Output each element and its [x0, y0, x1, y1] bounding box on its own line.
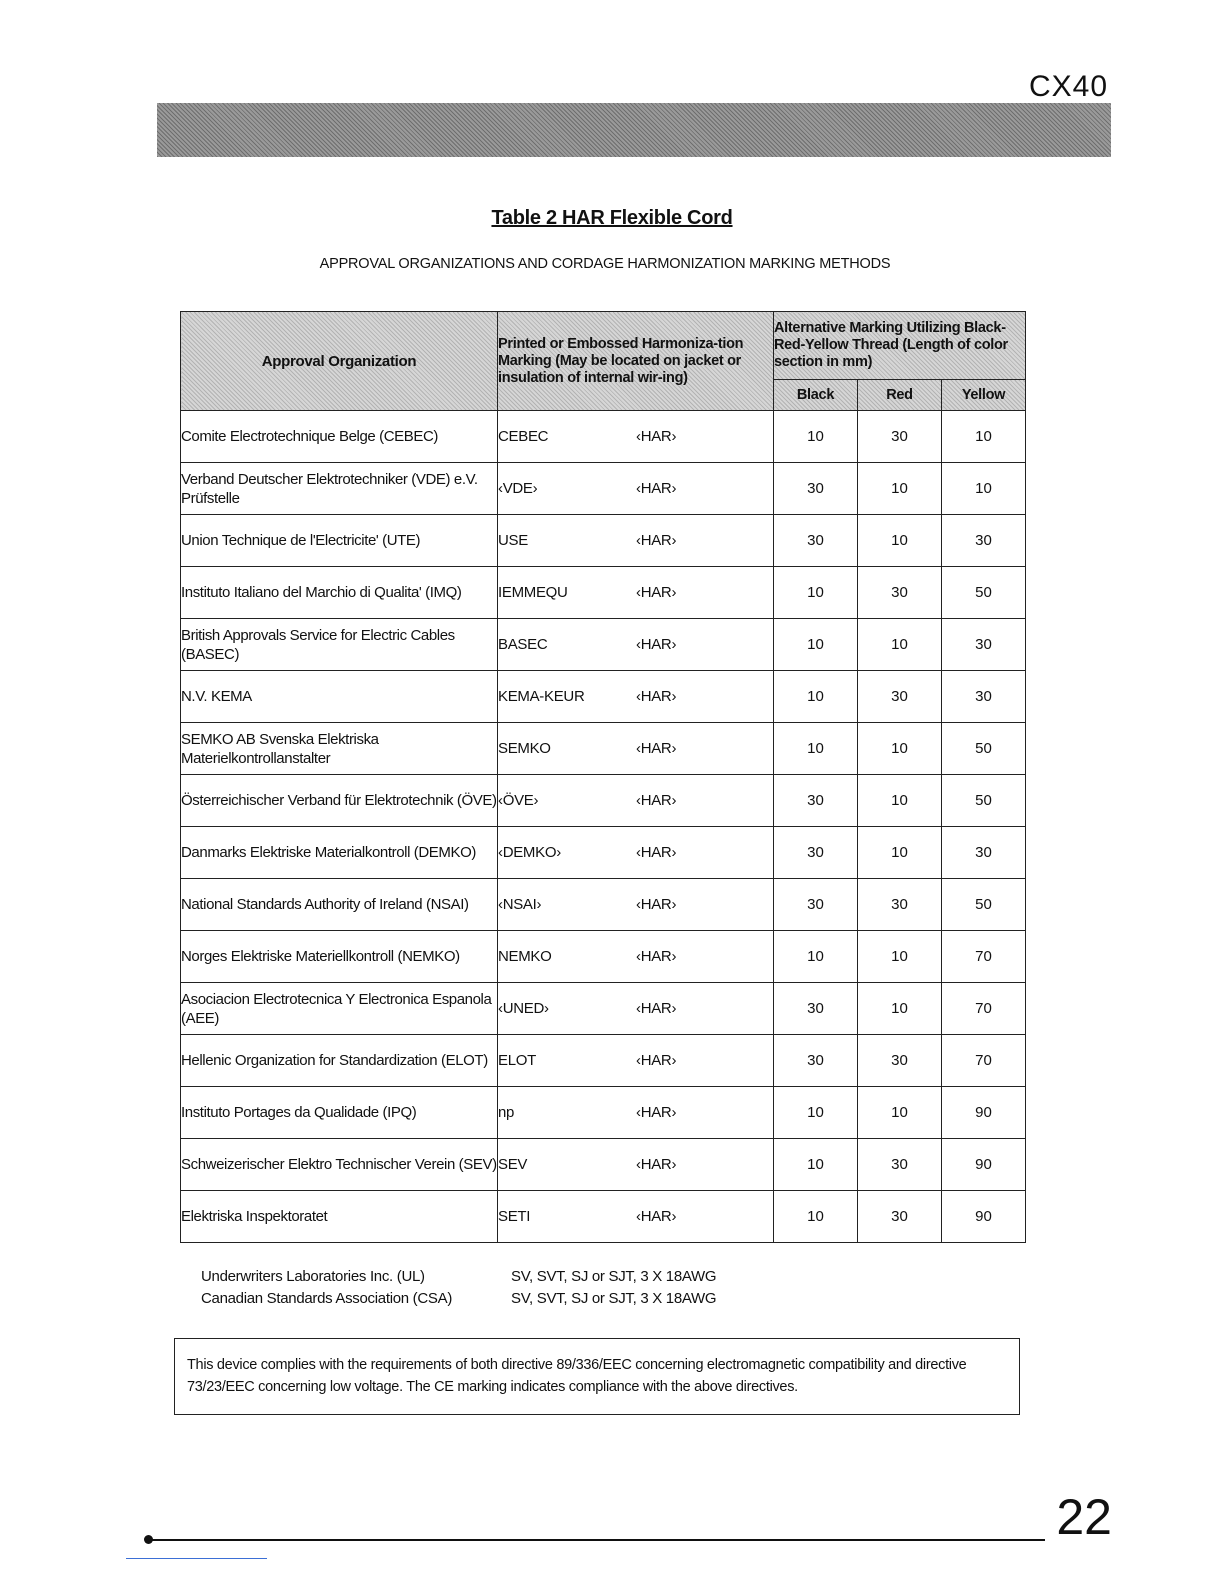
marking-code: SEMKO	[498, 740, 551, 757]
marking-cell	[498, 567, 774, 619]
black-length-cell: 10	[774, 1087, 858, 1139]
marking-cell	[498, 1191, 774, 1243]
red-length-cell: 30	[858, 1191, 942, 1243]
bottom-link-line	[126, 1558, 267, 1559]
table-title: Table 2 HAR Flexible Cord	[491, 207, 733, 229]
marking-code: np	[498, 1104, 515, 1121]
black-length-cell: 30	[774, 827, 858, 879]
marking-code: IEMMEQU	[498, 584, 568, 601]
yellow-length-cell: 30	[942, 671, 1026, 723]
marking-code: USE	[498, 532, 528, 549]
har-cord-table	[180, 311, 1026, 1243]
har-code: ‹HAR›	[636, 896, 677, 913]
organization-cell: Schweizerischer Elektro Technischer Verein (SEV)	[181, 1139, 498, 1191]
red-length-cell: 30	[858, 1035, 942, 1087]
csa-row	[201, 1288, 716, 1310]
table-row	[181, 411, 1026, 463]
marking-cell	[498, 671, 774, 723]
black-length-cell: 30	[774, 879, 858, 931]
yellow-length-cell: 70	[942, 983, 1026, 1035]
red-length-cell: 30	[858, 411, 942, 463]
black-length-cell: 10	[774, 931, 858, 983]
organization-cell: Asociacion Electrotecnica Y Electronica Espanola (AEE)	[181, 983, 498, 1035]
model-label: CX40	[1028, 70, 1108, 103]
har-code: ‹HAR›	[636, 1156, 677, 1173]
table-row	[181, 983, 1026, 1035]
black-length-cell: 10	[774, 1139, 858, 1191]
har-code: ‹HAR›	[636, 792, 677, 809]
marking-code: SETI	[498, 1208, 531, 1225]
table-row	[181, 1191, 1026, 1243]
red-length-cell: 10	[858, 827, 942, 879]
har-code: ‹HAR›	[636, 584, 677, 601]
organization-cell: Österreichischer Verband für Elektrotechnik (ÖVE)	[181, 775, 498, 827]
red-length-cell: 10	[858, 619, 942, 671]
yellow-length-cell: 50	[942, 567, 1026, 619]
table-row	[181, 931, 1026, 983]
marking-code: ‹DEMKO›	[498, 844, 561, 861]
yellow-length-cell: 50	[942, 775, 1026, 827]
red-length-cell: 30	[858, 567, 942, 619]
har-code: ‹HAR›	[636, 844, 677, 861]
black-length-cell: 30	[774, 775, 858, 827]
har-code: ‹HAR›	[636, 480, 677, 497]
table-row	[181, 1139, 1026, 1191]
black-length-cell: 30	[774, 983, 858, 1035]
footer-rule	[150, 1539, 1045, 1541]
black-length-cell: 10	[774, 1191, 858, 1243]
marking-cell	[498, 1139, 774, 1191]
header-yellow: Yellow	[942, 380, 1026, 411]
black-length-cell: 10	[774, 671, 858, 723]
yellow-length-cell: 10	[942, 463, 1026, 515]
organization-cell: Instituto Italiano del Marchio di Qualita' (IMQ)	[181, 567, 498, 619]
yellow-length-cell: 90	[942, 1139, 1026, 1191]
yellow-length-cell: 10	[942, 411, 1026, 463]
yellow-length-cell: 90	[942, 1087, 1026, 1139]
csa-cord: SV, SVT, SJ or SJT, 3 X 18AWG	[511, 1290, 717, 1307]
yellow-length-cell: 70	[942, 931, 1026, 983]
ce-compliance-notice: This device complies with the requirements of both directive 89/336/EEC concerning electromagnetic compatibility and directive 73/23/EEC concerning low voltage. The CE marking indicates compliance with the above directives.	[174, 1338, 1020, 1415]
header-alternative-marking: Alternative Marking Utilizing Black-Red-Yellow Thread (Length of color section in mm)	[774, 312, 1026, 380]
red-length-cell: 30	[858, 1139, 942, 1191]
csa-organization: Canadian Standards Association (CSA)	[201, 1290, 453, 1307]
table-row	[181, 619, 1026, 671]
black-length-cell: 10	[774, 723, 858, 775]
marking-code: ‹UNED›	[498, 1000, 549, 1017]
table-row	[181, 879, 1026, 931]
har-code: ‹HAR›	[636, 1104, 677, 1121]
organization-cell: Comite Electrotechnique Belge (CEBEC)	[181, 411, 498, 463]
organization-cell: SEMKO AB Svenska Elektriska Materielkontrollanstalter	[181, 723, 498, 775]
organization-cell: Elektriska Inspektoratet	[181, 1191, 498, 1243]
north-america-cords	[201, 1266, 716, 1310]
red-length-cell: 30	[858, 671, 942, 723]
marking-code: SEV	[498, 1156, 528, 1173]
table-row	[181, 515, 1026, 567]
yellow-length-cell: 30	[942, 515, 1026, 567]
header-black: Black	[774, 380, 858, 411]
organization-cell: British Approvals Service for Electric Cables (BASEC)	[181, 619, 498, 671]
har-code: ‹HAR›	[636, 740, 677, 757]
marking-cell	[498, 411, 774, 463]
marking-code: ‹ÖVE›	[498, 792, 539, 809]
table-row	[181, 1087, 1026, 1139]
red-length-cell: 10	[858, 463, 942, 515]
black-length-cell: 10	[774, 619, 858, 671]
marking-cell	[498, 1035, 774, 1087]
header-printed-marking: Printed or Embossed Harmoniza-tion Marking (May be located on jacket or insulation of internal wir-ing)	[498, 312, 774, 411]
marking-cell	[498, 463, 774, 515]
ul-cord: SV, SVT, SJ or SJT, 3 X 18AWG	[511, 1268, 717, 1285]
organization-cell: Union Technique de l'Electricite' (UTE)	[181, 515, 498, 567]
table-row	[181, 567, 1026, 619]
red-length-cell: 10	[858, 931, 942, 983]
black-length-cell: 10	[774, 411, 858, 463]
marking-cell	[498, 879, 774, 931]
red-length-cell: 30	[858, 879, 942, 931]
header-bar	[157, 103, 1111, 157]
black-length-cell: 30	[774, 515, 858, 567]
har-code: ‹HAR›	[636, 1052, 677, 1069]
marking-code: ‹NSAI›	[498, 896, 542, 913]
marking-cell	[498, 827, 774, 879]
marking-code: CEBEC	[498, 428, 549, 445]
organization-cell: Danmarks Elektriske Materialkontroll (DEMKO)	[181, 827, 498, 879]
yellow-length-cell: 50	[942, 879, 1026, 931]
red-length-cell: 10	[858, 1087, 942, 1139]
ul-organization: Underwriters Laboratories Inc. (UL)	[201, 1268, 425, 1285]
marking-cell	[498, 1087, 774, 1139]
har-code: ‹HAR›	[636, 428, 677, 445]
har-code: ‹HAR›	[636, 532, 677, 549]
har-code: ‹HAR›	[636, 688, 677, 705]
marking-code: NEMKO	[498, 948, 552, 965]
marking-cell	[498, 983, 774, 1035]
table-body	[181, 411, 1026, 1243]
yellow-length-cell: 30	[942, 827, 1026, 879]
black-length-cell: 30	[774, 1035, 858, 1087]
red-length-cell: 10	[858, 775, 942, 827]
marking-cell	[498, 931, 774, 983]
marking-code: KEMA-KEUR	[498, 688, 585, 705]
organization-cell: N.V. KEMA	[181, 671, 498, 723]
marking-code: ‹VDE›	[498, 480, 538, 497]
red-length-cell: 10	[858, 723, 942, 775]
har-code: ‹HAR›	[636, 1000, 677, 1017]
table-subtitle: APPROVAL ORGANIZATIONS AND CORDAGE HARMONIZATION MARKING METHODS	[319, 256, 891, 272]
marking-cell	[498, 619, 774, 671]
table-row	[181, 827, 1026, 879]
table-row	[181, 463, 1026, 515]
har-code: ‹HAR›	[636, 948, 677, 965]
table-row	[181, 775, 1026, 827]
yellow-length-cell: 90	[942, 1191, 1026, 1243]
red-length-cell: 10	[858, 983, 942, 1035]
marking-code: BASEC	[498, 636, 548, 653]
organization-cell: Verband Deutscher Elektrotechniker (VDE) e.V. Prüfstelle	[181, 463, 498, 515]
organization-cell: Hellenic Organization for Standardization (ELOT)	[181, 1035, 498, 1087]
organization-cell: National Standards Authority of Ireland (NSAI)	[181, 879, 498, 931]
ul-row	[201, 1266, 716, 1288]
marking-cell	[498, 775, 774, 827]
marking-cell	[498, 723, 774, 775]
har-code: ‹HAR›	[636, 636, 677, 653]
black-length-cell: 30	[774, 463, 858, 515]
red-length-cell: 10	[858, 515, 942, 567]
organization-cell: Instituto Portages da Qualidade (IPQ)	[181, 1087, 498, 1139]
marking-code: ELOT	[498, 1052, 536, 1069]
table-row	[181, 1035, 1026, 1087]
table-row	[181, 671, 1026, 723]
yellow-length-cell: 30	[942, 619, 1026, 671]
header-red: Red	[858, 380, 942, 411]
page-number: 22	[1056, 1489, 1112, 1545]
black-length-cell: 10	[774, 567, 858, 619]
har-code: ‹HAR›	[636, 1208, 677, 1225]
yellow-length-cell: 70	[942, 1035, 1026, 1087]
marking-cell	[498, 515, 774, 567]
header-approval-organization: Approval Organization	[181, 312, 498, 411]
table-row	[181, 723, 1026, 775]
yellow-length-cell: 50	[942, 723, 1026, 775]
organization-cell: Norges Elektriske Materiellkontroll (NEMKO)	[181, 931, 498, 983]
